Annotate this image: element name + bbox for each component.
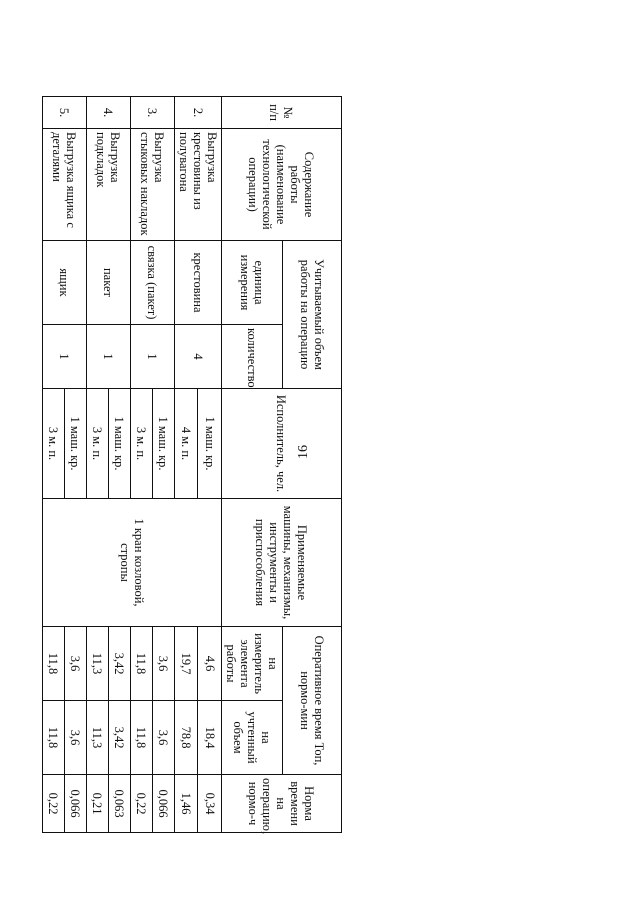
header-machines: Применяемые машины, механизмы, инструменты и приспособления (222, 499, 342, 627)
op-per-unit: 3,42 (109, 627, 131, 701)
op-executor: 1 маш. кр. (109, 389, 131, 499)
op-per-unit: 19,7 (175, 627, 199, 701)
op-executor: 4 м. п. (175, 389, 199, 499)
op-norm: 0,22 (131, 775, 153, 833)
op-per-volume: 11,3 (87, 701, 109, 775)
machines-cell: 1 кран козловой, стропы (43, 499, 222, 627)
op-content: Выгрузка крестовины из полувагона (175, 129, 222, 241)
op-qty: 4 (175, 325, 222, 389)
op-norm: 0,066 (153, 775, 175, 833)
header-qty: количество (222, 325, 283, 389)
op-per-unit: 11,8 (131, 627, 153, 701)
header-norm: Норма времени на операцию, нормо-ч (222, 775, 342, 833)
header-unit: единица измерения (222, 241, 283, 325)
op-per-volume: 18,4 (198, 701, 222, 775)
op-per-unit: 3,6 (65, 627, 87, 701)
op-per-volume: 3,6 (153, 701, 175, 775)
op-executor: 1 маш. кр. (65, 389, 87, 499)
header-volume: Учитываемый объем работы на операцию (283, 241, 342, 389)
op-norm: 0,21 (87, 775, 109, 833)
op-num: 4. (87, 97, 131, 129)
op-qty: 1 (43, 325, 87, 389)
rotated-table-container (46, 96, 342, 835)
op-norm: 0,066 (65, 775, 87, 833)
op-unit: пакет (87, 241, 131, 325)
op-executor: 3 м. п. (43, 389, 65, 499)
op-num: 3. (131, 97, 175, 129)
op-norm: 0,063 (109, 775, 131, 833)
norm-table (42, 96, 342, 833)
op-per-unit: 4,6 (198, 627, 222, 701)
op-executor: 3 м. п. (131, 389, 153, 499)
header-num: № п/п (222, 97, 342, 129)
op-per-volume: 11,8 (43, 701, 65, 775)
op-qty: 1 (87, 325, 131, 389)
op-per-volume: 78,8 (175, 701, 199, 775)
header-per-volume: на учтенный объем (222, 701, 283, 775)
op-per-volume: 3,42 (109, 701, 131, 775)
op-executor: 1 маш. кр. (153, 389, 175, 499)
op-unit: крестовина (175, 241, 222, 325)
table-row (153, 97, 175, 833)
header-executor: Исполнитель, чел. (222, 389, 342, 499)
op-num: 5. (43, 97, 87, 129)
header-optime: Оперативное время Топ, нормо-мин (283, 627, 342, 775)
header-content: Содержание работы (наименование технологической операции) (222, 129, 342, 241)
op-per-volume: 3,6 (65, 701, 87, 775)
op-per-volume: 11,8 (131, 701, 153, 775)
op-per-unit: 11,8 (43, 627, 65, 701)
op-norm: 1,46 (175, 775, 199, 833)
table-row (65, 97, 87, 833)
op-unit: ящик (43, 241, 87, 325)
op-content: Выгрузка ящика с деталями (43, 129, 87, 241)
op-qty: 1 (131, 325, 175, 389)
op-content: Выгрузка подкладок (87, 129, 131, 241)
op-per-unit: 3,6 (153, 627, 175, 701)
table-row (198, 97, 222, 833)
op-executor: 3 м. п. (87, 389, 109, 499)
op-per-unit: 11,3 (87, 627, 109, 701)
op-unit: связка (пакет) (131, 241, 175, 325)
op-content: Выгрузка стыковых накладок (131, 129, 175, 241)
header-row (283, 97, 342, 833)
op-num: 2. (175, 97, 222, 129)
op-norm: 0,22 (43, 775, 65, 833)
op-norm: 0,34 (198, 775, 222, 833)
page-number: 16 (296, 445, 311, 459)
header-per-unit: на измеритель элемента работы (222, 627, 283, 701)
table-row (109, 97, 131, 833)
op-executor: 1 маш. кр. (198, 389, 222, 499)
